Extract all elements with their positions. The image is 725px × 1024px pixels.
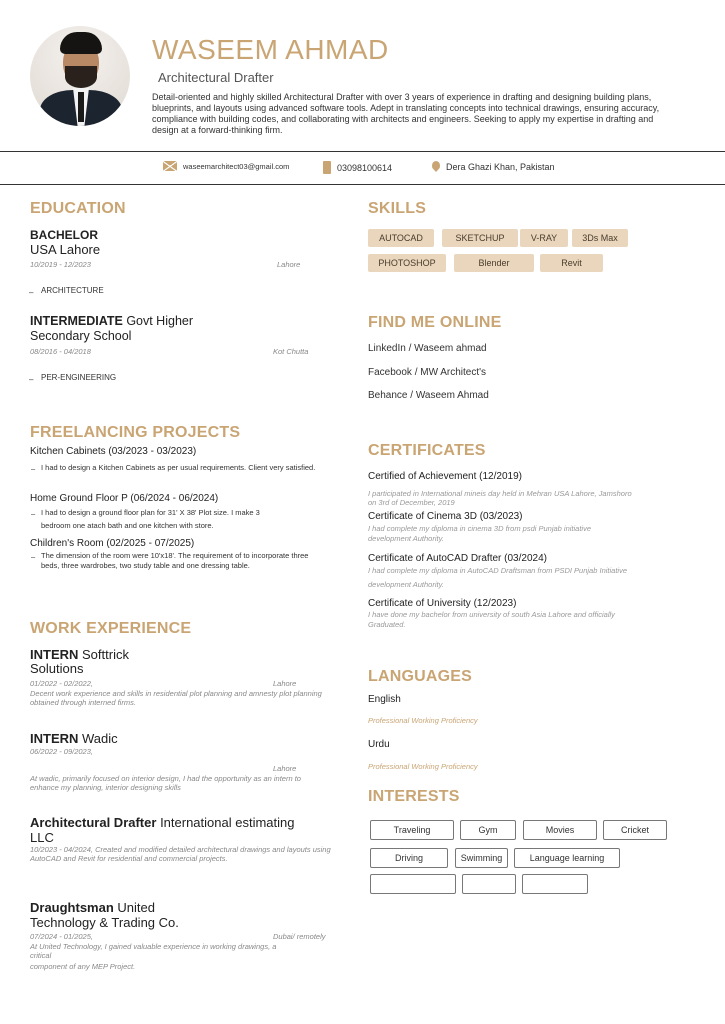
- certificates-heading: CERTIFICATES: [368, 442, 486, 459]
- email-contact[interactable]: [163, 161, 289, 171]
- certificate-title: Certificate of University (12/2023): [368, 598, 517, 609]
- mail-icon: [163, 161, 177, 171]
- interest-tag-empty: [522, 874, 588, 894]
- phone-icon: [323, 161, 331, 174]
- certificate-description-cont: Graduated.: [368, 620, 406, 629]
- certificate-title: Certificate of AutoCAD Drafter (03/2024): [368, 553, 547, 564]
- work-company: LLC: [30, 830, 54, 845]
- work-company: Technology & Trading Co.: [30, 915, 179, 930]
- interest-tag: Language learning: [514, 848, 620, 868]
- skill-tag: PHOTOSHOP: [368, 254, 446, 272]
- interests-heading: INTERESTS: [368, 788, 460, 805]
- work-description: Decent work experience and skills in residential plot planning and amnesty plot planning obtained through interned firms.: [30, 689, 322, 707]
- certificate-title: Certificate of Cinema 3D (03/2023): [368, 511, 523, 522]
- project-title: Children's Room (02/2025 - 07/2025): [30, 538, 195, 549]
- work-role: Draughtsman United: [30, 900, 155, 915]
- email-text: waseemarchitect03@gmail.com: [183, 161, 290, 171]
- online-heading: FIND ME ONLINE: [368, 314, 502, 331]
- work-company: Solutions: [30, 661, 84, 676]
- interest-tag: Gym: [460, 820, 516, 840]
- behance-link[interactable]: Behance / Waseem Ahmad: [368, 390, 489, 401]
- certificate-description-cont: on 3rd of December, 2019: [368, 498, 455, 507]
- project-title: Home Ground Floor P (06/2024 - 06/2024): [30, 493, 219, 504]
- interest-tag: Cricket: [603, 820, 667, 840]
- work-description-cont: component of any MEP Project.: [30, 962, 136, 971]
- location-text: Dera Ghazi Khan, Pakistan: [446, 161, 555, 172]
- education-school: USA Lahore: [30, 242, 101, 257]
- project-description: – The dimension of the room were 10'x18'. The requirement of to incorporate three beds, three wardrobes, two study table and one dressing table.: [41, 551, 311, 571]
- work-dates: 01/2022 - 02/2022,: [30, 679, 93, 688]
- skill-tag: Revit: [540, 254, 603, 272]
- candidate-role: Architectural Drafter: [158, 70, 274, 85]
- certificate-description: I have done my bachelor from university of south Asia Lahore and officially: [368, 610, 615, 619]
- certificate-title: Certified of Achievement (12/2019): [368, 471, 522, 482]
- skills-heading: SKILLS: [368, 200, 427, 217]
- interest-tag-empty: [462, 874, 516, 894]
- education-dates: 08/2016 - 04/2018: [30, 347, 91, 356]
- certificate-description: I had complete my diploma in AutoCAD Draftsman from PSDI Punjab Initiative: [368, 566, 627, 575]
- language-name: English: [368, 694, 401, 705]
- education-location: Lahore: [277, 260, 301, 269]
- project-description: – I had to design a ground floor plan for 31' X 38' Plot size. I make 3: [41, 508, 331, 518]
- language-level: Professional Working Proficiency: [368, 762, 478, 771]
- education-heading: EDUCATION: [30, 200, 126, 217]
- location-contact: [432, 161, 555, 172]
- linkedin-link[interactable]: LinkedIn / Waseem ahmad: [368, 343, 487, 354]
- project-description: – I had to design a Kitchen Cabinets as per usual requirements. Client very satisfied.: [41, 463, 321, 473]
- interest-tag: Driving: [370, 848, 448, 868]
- education-degree: INTERMEDIATE Govt Higher: [30, 314, 194, 328]
- facebook-link[interactable]: Facebook / MW Architect's: [368, 367, 487, 378]
- contact-bar: [0, 151, 725, 185]
- certificate-description-cont: development Authority.: [368, 580, 444, 589]
- profile-photo: [30, 26, 130, 126]
- project-title: Kitchen Cabinets (03/2023 - 03/2023): [30, 446, 197, 457]
- work-description: 10/2023 - 04/2024, Created and modified detailed architectural drawings and layouts using AutoCAD and Revit for residential and commercial projects.: [30, 845, 331, 863]
- education-detail: – PER-ENGINEERING: [41, 373, 116, 382]
- work-description: At United Technology, I gained valuable experience in working drawings, a critical: [30, 942, 277, 960]
- work-heading: WORK EXPERIENCE: [30, 620, 192, 637]
- interest-tag: Swimming: [455, 848, 508, 868]
- project-description-cont: bedroom one atach bath and one kitchen with store.: [41, 521, 214, 530]
- work-location: Lahore: [273, 679, 297, 688]
- work-role: INTERN Wadic: [30, 731, 118, 746]
- location-pin-icon: [432, 161, 440, 172]
- education-location: Kot Chutta: [273, 347, 309, 356]
- skill-tag: Blender: [454, 254, 534, 272]
- work-role: Architectural Drafter International estimating: [30, 815, 295, 830]
- work-description: At wadic, primarily focused on interior design, I had the opportunity as an intern to enhance my planning, interior designing skills: [30, 774, 301, 792]
- work-role: INTERN Softtrick: [30, 647, 129, 662]
- candidate-name: WASEEM AHMAD: [152, 34, 389, 65]
- language-level: Professional Working Proficiency: [368, 716, 478, 725]
- languages-heading: LANGUAGES: [368, 668, 473, 685]
- skill-tag: V-RAY: [520, 229, 568, 247]
- certificate-description: I had complete my diploma in cinema 3D from psdi Punjab initiative: [368, 524, 592, 533]
- skill-tag: SKETCHUP: [442, 229, 518, 247]
- work-location: Dubai/ remotely: [273, 932, 326, 941]
- phone-text: 03098100614: [337, 162, 393, 173]
- projects-heading: FREELANCING PROJECTS: [30, 424, 241, 441]
- work-dates: 06/2022 - 09/2023,: [30, 747, 93, 756]
- language-name: Urdu: [368, 739, 390, 750]
- work-dates: 07/2024 - 01/2025,: [30, 932, 93, 941]
- education-detail: – ARCHITECTURE: [41, 286, 104, 295]
- certificate-description-cont: development Authority.: [368, 534, 444, 543]
- interest-tag: Traveling: [370, 820, 454, 840]
- certificate-description: I participated in International mineis day held in Mehran USA Lahore, Jamshoro: [368, 489, 632, 498]
- interest-tag: Movies: [523, 820, 597, 840]
- skill-tag: AUTOCAD: [368, 229, 434, 247]
- skill-tag: 3Ds Max: [572, 229, 628, 247]
- profile-summary: Detail-oriented and highly skilled Architectural Drafter with over 3 years of experience in drafting and designing building plans, blueprints, and layouts using advanced software tools. Adept in translating concepts into technical drawings, ensuring accuracy, compliance with building codes, and collaborating with architects and engineers. Seeking to apply my expertise in drafting and design at a forward-thinking firm.: [152, 92, 660, 135]
- phone-contact[interactable]: [323, 161, 392, 174]
- interest-tag-empty: [370, 874, 456, 894]
- education-dates: 10/2019 - 12/2023: [30, 260, 91, 269]
- education-degree: BACHELOR: [30, 228, 98, 242]
- education-school: Secondary School: [30, 329, 132, 343]
- work-location: Lahore: [273, 764, 297, 773]
